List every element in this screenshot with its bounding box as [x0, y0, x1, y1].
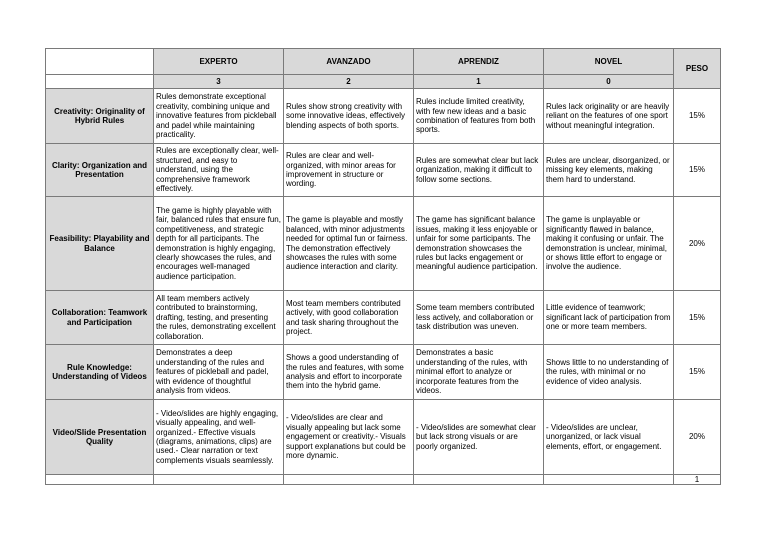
table-row	[46, 400, 721, 475]
descriptor-cell: Demonstrates a basic understanding of the rules, with minimal effort to analyze or incorporate features from the videos.	[414, 345, 544, 400]
descriptor-cell: Rules demonstrate exceptional creativity, combining unique and innovative features from pickleball and padel while maintaining practicality.	[154, 89, 284, 144]
descriptor-cell: Rules include limited creativity, with few new ideas and a basic combination of features from both sports.	[414, 89, 544, 144]
total-blank	[284, 475, 414, 485]
descriptor-cell: Rules are somewhat clear but lack organization, making it difficult to follow some sections.	[414, 144, 544, 197]
descriptor-cell: Rules are exceptionally clear, well-structured, and easy to understand, using the comprehensive framework effectively.	[154, 144, 284, 197]
criterion-label: Feasibility: Playability and Balance	[46, 197, 154, 291]
descriptor-cell: Most team members contributed actively, with good collaboration and task sharing throughout the project.	[284, 291, 414, 345]
weight-cell: 15%	[674, 291, 721, 345]
level-header-avanzado: AVANZADO	[284, 49, 414, 75]
criterion-label: Collaboration: Teamwork and Participation	[46, 291, 154, 345]
total-row	[46, 475, 721, 485]
criterion-label: Clarity: Organization and Presentation	[46, 144, 154, 197]
total-blank	[414, 475, 544, 485]
criterion-label: Rule Knowledge: Understanding of Videos	[46, 345, 154, 400]
criterion-label: Creativity: Originality of Hybrid Rules	[46, 89, 154, 144]
descriptor-cell: - Video/slides are somewhat clear but lack strong visuals or are poorly organized.	[414, 400, 544, 475]
total-blank	[46, 475, 154, 485]
weight-cell: 15%	[674, 89, 721, 144]
score-row-blank	[46, 75, 154, 89]
descriptor-cell: Demonstrates a deep understanding of the rules and features of pickleball and padel, with evidence of thoughtful analysis from videos.	[154, 345, 284, 400]
descriptor-cell: The game is playable and mostly balanced, with minor adjustments needed for optimal fun or fairness. The demonstration effectively showcases the rules with some audience interaction and clarity.	[284, 197, 414, 291]
weight-cell: 20%	[674, 197, 721, 291]
descriptor-cell: The game is unplayable or significantly flawed in balance, making it confusing or unfair. The demonstration is unclear, minimal, or shows little effort to engage or involve the audience.	[544, 197, 674, 291]
descriptor-cell: - Video/slides are highly engaging, visually appealing, and well-organized.- Effective visuals (diagrams, animations, clips) are used.- Clear narration or text complements visuals seamlessly.	[154, 400, 284, 475]
score-aprendiz: 1	[414, 75, 544, 89]
level-header-novel: NOVEL	[544, 49, 674, 75]
descriptor-cell: Rules are unclear, disorganized, or missing key elements, making them hard to understand.	[544, 144, 674, 197]
descriptor-cell: Rules are clear and well-organized, with minor areas for improvement in structure or wording.	[284, 144, 414, 197]
descriptor-cell: All team members actively contributed to brainstorming, drafting, testing, and presenting the rules, demonstrating excellent collaboration.	[154, 291, 284, 345]
peso-header: PESO	[674, 49, 721, 89]
rubric-table	[45, 48, 721, 485]
weight-total: 1	[674, 475, 721, 485]
criterion-label: Video/Slide Presentation Quality	[46, 400, 154, 475]
total-blank	[154, 475, 284, 485]
descriptor-cell: - Video/slides are clear and visually appealing but lack some engagement or creativity.- Visuals support explanations but could be more dynamic.	[284, 400, 414, 475]
weight-cell: 20%	[674, 400, 721, 475]
descriptor-cell: The game has significant balance issues, making it less enjoyable or unfair for some participants. The demonstration showcases the rules but lacks engagement or meaningful audience participation.	[414, 197, 544, 291]
level-header-experto: EXPERTO	[154, 49, 284, 75]
corner-cell	[46, 49, 154, 75]
table-row	[46, 345, 721, 400]
total-blank	[544, 475, 674, 485]
score-avanzado: 2	[284, 75, 414, 89]
table-row	[46, 89, 721, 144]
score-row	[46, 75, 721, 89]
descriptor-cell: Rules show strong creativity with some innovative ideas, effectively blending aspects of both sports.	[284, 89, 414, 144]
weight-cell: 15%	[674, 144, 721, 197]
weight-cell: 15%	[674, 345, 721, 400]
score-experto: 3	[154, 75, 284, 89]
descriptor-cell: Rules lack originality or are heavily reliant on the features of one sport without meaningful integration.	[544, 89, 674, 144]
descriptor-cell: The game is highly playable with fair, balanced rules that ensure fun, competitiveness, and strategic depth for all participants. The demonstration is highly engaging, clearly showcases the rules, and encourages well-managed audience participation.	[154, 197, 284, 291]
level-header-aprendiz: APRENDIZ	[414, 49, 544, 75]
score-novel: 0	[544, 75, 674, 89]
table-row	[46, 291, 721, 345]
descriptor-cell: Little evidence of teamwork; significant lack of participation from one or more team members.	[544, 291, 674, 345]
header-row	[46, 49, 721, 75]
descriptor-cell: Some team members contributed less actively, and collaboration or task distribution was uneven.	[414, 291, 544, 345]
descriptor-cell: Shows a good understanding of the rules and features, with some analysis and effort to incorporate them into the hybrid game.	[284, 345, 414, 400]
table-row	[46, 197, 721, 291]
descriptor-cell: Shows little to no understanding of the rules, with minimal or no evidence of video analysis.	[544, 345, 674, 400]
table-row	[46, 144, 721, 197]
descriptor-cell: - Video/slides are unclear, unorganized, or lack visual elements, effort, or engagement.	[544, 400, 674, 475]
